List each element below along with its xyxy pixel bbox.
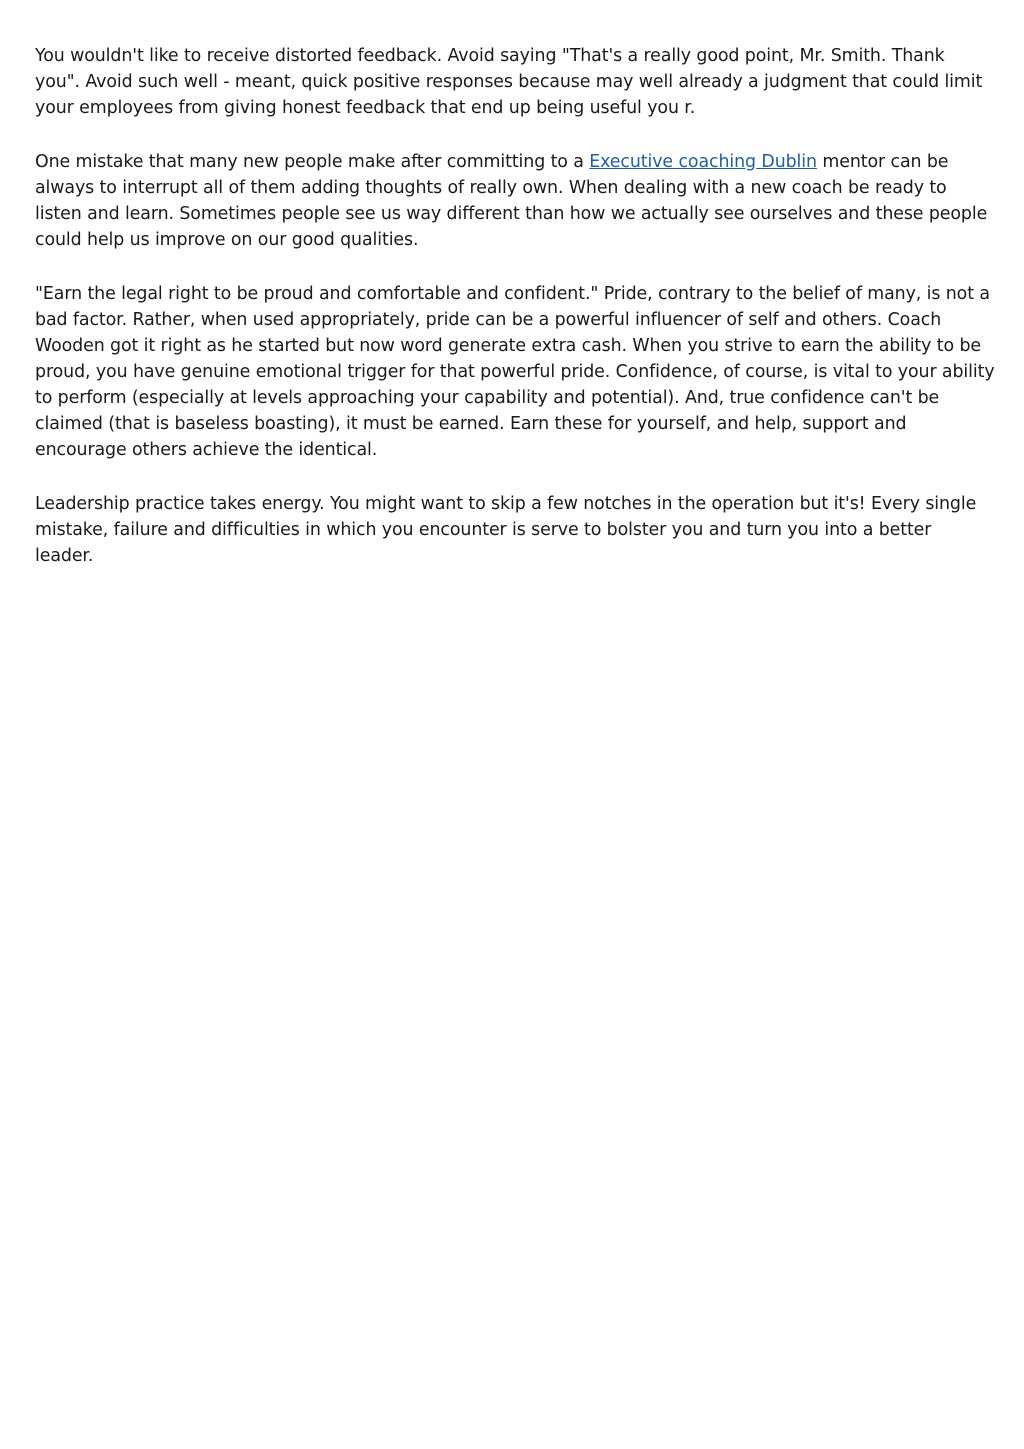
paragraph-text-after-link: mentor can be always to interrupt all of them adding thoughts of really own. When dealing with a new coach be ready to listen and learn. Sometimes people see us way different than how we actually see ourselves and these people could help us improve on our good qualities. bbox=[35, 152, 988, 250]
paragraph-text-before-link: One mistake that many new people make after committing to a bbox=[35, 152, 590, 172]
paragraph-pride-confidence: "Earn the legal right to be proud and comfortable and confident." Pride, contrary to the belief of many, is not a bad factor. Rather, when used appropriately, pride can be a powerful influencer of self and others. Coach Wooden got it right as he started but now word generate extra cash. When you strive to earn the ability to be proud, you have genuine emotional trigger for that powerful pride. Confidence, of course, is vital to your ability to perform (especially at levels approaching your capability and potential). And, true confidence can't be claimed (that is baseless boasting), it must be earned. Earn these for yourself, and help, support and encourage others achieve the identical. bbox=[35, 284, 995, 460]
paragraph-feedback: You wouldn't like to receive distorted feedback. Avoid saying "That's a really good point, Mr. Smith. Thank you". Avoid such well - meant, quick positive responses because may well already a judgment that could limit your employees from giving honest feedback that end up being useful you r. bbox=[35, 46, 983, 118]
paragraph-leadership-practice: Leadership practice takes energy. You might want to skip a few notches in the operation but it's! Every single mistake, failure and difficulties in which you encounter is serve to bolster you and turn you into a better leader. bbox=[35, 494, 977, 566]
document-body bbox=[35, 43, 995, 597]
executive-coaching-dublin-link[interactable]: Executive coaching Dublin bbox=[589, 152, 817, 172]
paragraph-coaching-mentor bbox=[35, 149, 995, 253]
